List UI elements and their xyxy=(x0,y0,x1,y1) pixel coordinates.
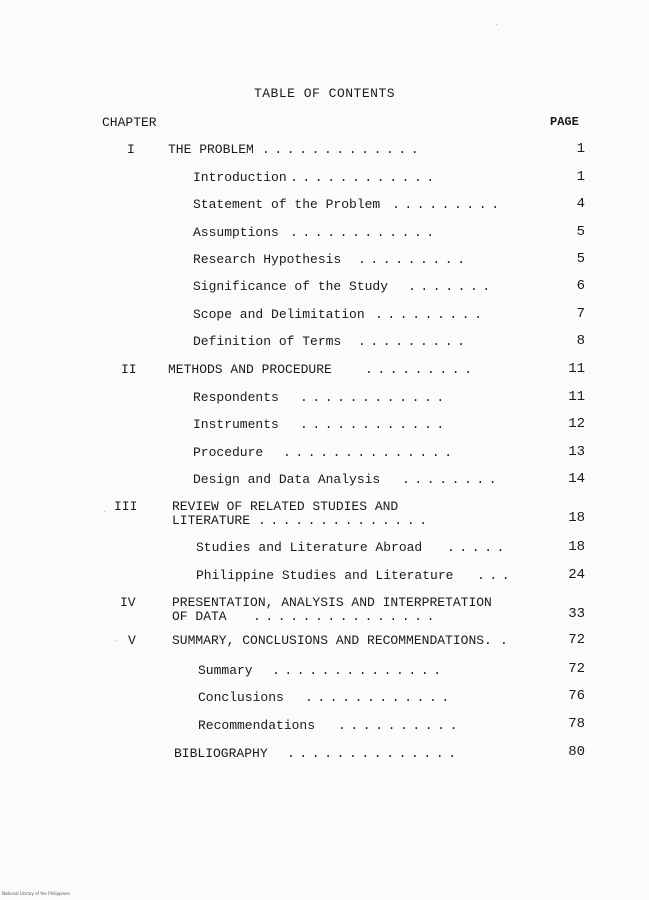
section-title: Definition of Terms xyxy=(193,334,342,349)
section-page-number: 78 xyxy=(568,716,585,732)
chapter-page-number: 72 xyxy=(568,632,585,648)
section-title: Scope and Delimitation xyxy=(193,307,365,322)
dot-leader: ......... xyxy=(375,307,487,322)
section-page-number: 8 xyxy=(576,333,585,349)
section-page-number: 5 xyxy=(576,224,585,240)
scan-speck xyxy=(116,640,117,641)
section-page-number: 6 xyxy=(576,278,585,294)
section-page-number: 7 xyxy=(576,306,585,322)
chapter-title: THE PROBLEM xyxy=(168,142,254,157)
dot-leader: .............. xyxy=(258,513,432,528)
dot-leader: ............... xyxy=(253,609,440,624)
section-page-number: 1 xyxy=(576,169,585,185)
section-title: Studies and Literature Abroad xyxy=(196,540,423,555)
section-title: Instruments xyxy=(193,417,279,432)
dot-leader: ............ xyxy=(300,417,449,432)
section-title: Design and Data Analysis xyxy=(193,472,381,487)
chapter-page-number: 18 xyxy=(568,510,585,526)
section-title: Research Hypothesis xyxy=(193,252,342,267)
chapter-numeral: IV xyxy=(120,595,136,610)
chapter-page-number: 33 xyxy=(568,606,585,622)
section-page-number: 13 xyxy=(568,444,585,460)
dot-leader: ............ xyxy=(290,225,439,240)
dot-leader: ... xyxy=(477,568,515,583)
chapter-title-line: OF DATA xyxy=(172,609,227,624)
dot-leader: .............. xyxy=(272,663,446,678)
scan-speck xyxy=(104,511,105,512)
section-title: Recommendations xyxy=(198,718,316,733)
dot-leader: .............. xyxy=(283,445,457,460)
dot-leader: ......... xyxy=(392,197,504,212)
dot-leader: ............ xyxy=(305,690,454,705)
chapter-numeral: V xyxy=(128,633,136,648)
chapter-title-line: LITERATURE xyxy=(172,513,251,528)
chapter-title-line: REVIEW OF RELATED STUDIES AND xyxy=(172,499,399,514)
page-title: TABLE OF CONTENTS xyxy=(253,86,396,101)
section-page-number: 72 xyxy=(568,661,585,677)
section-title: Conclusions xyxy=(198,690,284,705)
chapter-column-header: CHAPTER xyxy=(102,115,157,130)
dot-leader: ....... xyxy=(408,279,495,294)
dot-leader: ......... xyxy=(358,334,470,349)
chapter-page-number: 1 xyxy=(576,141,585,157)
footer-caption: National Library of the Philippines xyxy=(2,891,70,896)
section-page-number: 14 xyxy=(568,471,585,487)
bibliography-title: BIBLIOGRAPHY xyxy=(174,746,268,761)
scan-speck xyxy=(496,24,497,25)
section-title: Respondents xyxy=(193,390,279,405)
section-title: Introduction xyxy=(193,170,287,185)
bibliography-page-number: 80 xyxy=(568,744,585,760)
section-title: Significance of the Study xyxy=(193,279,389,294)
section-title: Assumptions xyxy=(193,225,279,240)
section-page-number: 12 xyxy=(568,416,585,432)
page-column-header: PAGE xyxy=(550,115,579,129)
dot-leader: ......... xyxy=(365,362,477,377)
chapter-title-line: PRESENTATION, ANALYSIS AND INTERPRETATION xyxy=(172,595,492,610)
section-page-number: 76 xyxy=(568,688,585,704)
dot-leader: ..... xyxy=(447,540,510,555)
chapter-page-number: 11 xyxy=(568,361,585,377)
chapter-title: METHODS AND PROCEDURE xyxy=(168,362,332,377)
chapter-numeral: II xyxy=(121,362,137,377)
dot-leader: ......... xyxy=(358,252,470,267)
section-page-number: 24 xyxy=(568,567,585,583)
section-page-number: 11 xyxy=(568,389,585,405)
dot-leader: ............. xyxy=(262,142,424,157)
dot-leader: .......... xyxy=(338,718,463,733)
section-title: Summary xyxy=(198,663,253,678)
section-title: Procedure xyxy=(193,445,264,460)
dot-leader: ........ xyxy=(402,472,502,487)
dot-leader: .............. xyxy=(287,746,461,761)
section-title: Philippine Studies and Literature xyxy=(196,568,454,583)
dot-leader: ............ xyxy=(300,390,449,405)
dot-leader: ............ xyxy=(290,170,439,185)
chapter-numeral: III xyxy=(114,499,138,514)
section-page-number: 4 xyxy=(576,196,585,212)
chapter-numeral: I xyxy=(127,142,135,157)
dot-leader: . xyxy=(500,633,513,648)
chapter-title: SUMMARY, CONCLUSIONS AND RECOMMENDATIONS. xyxy=(172,633,492,648)
section-page-number: 5 xyxy=(576,251,585,267)
section-title: Statement of the Problem xyxy=(193,197,381,212)
section-page-number: 18 xyxy=(568,539,585,555)
